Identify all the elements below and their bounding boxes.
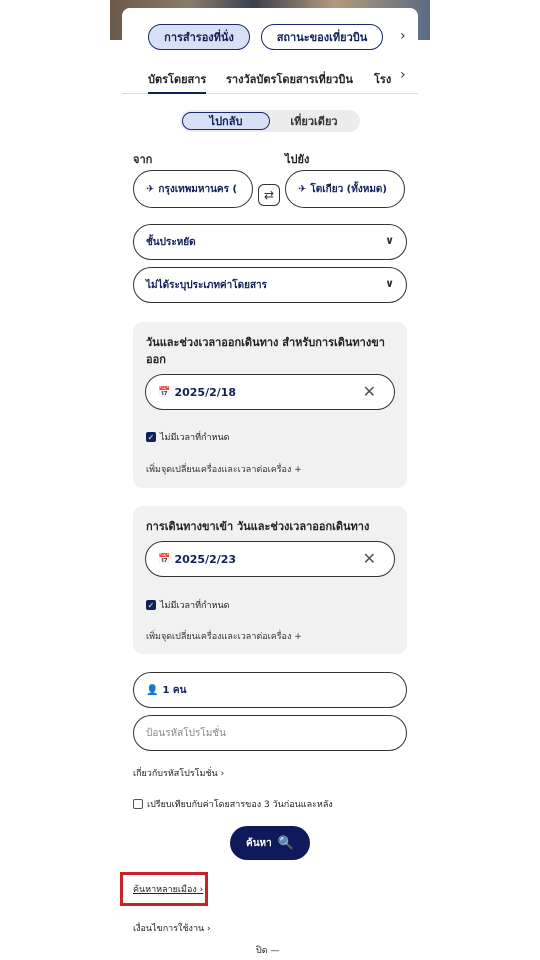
tab-award-fares[interactable]: รางวัลบัตรโดยสารเที่ยวบิน [226, 73, 353, 86]
person-icon: 👤 [146, 684, 159, 696]
chevron-right-icon: › [199, 885, 204, 895]
compare-fares-checkbox[interactable] [133, 797, 333, 811]
outbound-no-time-checkbox[interactable] [146, 430, 229, 444]
inbound-date-field[interactable] [145, 541, 395, 577]
swap-icon[interactable]: ⇄ [258, 184, 280, 206]
round-trip-option[interactable]: ไปกลับ [182, 112, 270, 130]
plus-icon: + [294, 632, 302, 642]
outbound-no-time-label: ไม่มีเวลาที่กำหนด [160, 433, 230, 443]
chevron-right-icon[interactable]: › [400, 67, 406, 83]
search-button[interactable] [230, 826, 310, 860]
cabin-class-value: ชั้นประหยัด [146, 236, 196, 248]
tab-fares[interactable]: บัตรโดยสาร [148, 70, 206, 94]
multi-city-label: ค้นหาหลายเมือง [133, 885, 197, 895]
search-icon: 🔍 [277, 835, 294, 851]
plane-landing-icon: ✈ [298, 183, 307, 195]
cabin-class-select[interactable] [133, 224, 407, 260]
search-label: ค้นหา [246, 837, 272, 849]
outbound-title: วันและช่วงเวลาออกเดินทาง สำหรับการเดินทางขาออก [146, 336, 385, 366]
to-field[interactable] [285, 170, 405, 208]
clear-icon[interactable]: ✕ [362, 549, 376, 568]
terms-link[interactable] [133, 921, 211, 935]
calendar-icon: 📅 [158, 386, 171, 398]
outbound-date-field[interactable] [145, 374, 395, 410]
outbound-add-stop-link[interactable] [146, 462, 302, 476]
passenger-type-value: ไม่ได้ระบุประเภทค่าโดยสาร [146, 279, 268, 291]
outbound-card [133, 322, 407, 488]
plus-icon: + [294, 465, 302, 475]
to-label: ไปยัง [285, 153, 310, 166]
inbound-card [133, 506, 407, 654]
checkbox-empty-icon [133, 799, 143, 809]
about-promo-label: เกี่ยวกับรหัสโปรโมชั่น [133, 769, 218, 779]
inbound-no-time-label: ไม่มีเวลาที่กำหนด [160, 601, 230, 611]
passenger-type-select[interactable] [133, 267, 407, 303]
terms-label: เงื่อนไขการใช้งาน [133, 924, 205, 934]
calendar-icon: 📅 [158, 553, 171, 565]
chevron-right-icon[interactable]: › [400, 28, 406, 44]
promo-placeholder: ป้อนรหัสโปรโมชั่น [146, 727, 226, 739]
chevron-right-icon: › [220, 769, 225, 779]
multi-city-link[interactable] [133, 882, 203, 896]
from-label: จาก [133, 153, 153, 166]
tab-reservation[interactable]: การสำรองที่นั่ง [148, 24, 250, 50]
inbound-title: การเดินทางขาเข้า วันและช่วงเวลาออกเดินทาง [146, 520, 370, 533]
close-link[interactable] [256, 943, 279, 957]
passengers-value: 1 คน [162, 684, 187, 696]
minus-icon: — [270, 946, 280, 956]
checkbox-checked-icon: ✓ [147, 600, 155, 610]
tab-flight-status[interactable]: สถานะของเที่ยวบิน [261, 24, 383, 50]
chevron-down-icon: ∨ [385, 234, 394, 247]
passengers-field[interactable] [133, 672, 407, 708]
outbound-add-stop-label: เพิ่มจุดเปลี่ยนเครื่องและเวลาต่อเครื่อง [146, 465, 292, 475]
about-promo-link[interactable] [133, 766, 224, 780]
chevron-right-icon: › [207, 924, 211, 934]
promo-code-input[interactable] [133, 715, 407, 751]
outbound-date-value: 2025/2/18 [174, 385, 237, 399]
inbound-add-stop-label: เพิ่มจุดเปลี่ยนเครื่องและเวลาต่อเครื่อง [146, 632, 292, 642]
inbound-no-time-checkbox[interactable] [146, 598, 229, 612]
compare-fares-label: เปรียบเทียบกับค่าโดยสารของ 3 วันก่อนและหลัง [147, 800, 333, 810]
from-field[interactable] [133, 170, 253, 208]
clear-icon[interactable]: ✕ [362, 382, 376, 401]
checkbox-checked-icon: ✓ [147, 432, 155, 442]
from-value: กรุงเทพมหานคร ( [158, 183, 238, 195]
plane-takeoff-icon: ✈ [146, 183, 155, 195]
one-way-option[interactable]: เที่ยวเดียว [290, 115, 338, 128]
booking-panel [122, 8, 418, 960]
inbound-add-stop-link[interactable] [146, 629, 302, 643]
to-value: โตเกียว (ทั้งหมด) [310, 183, 387, 195]
chevron-down-icon: ∨ [385, 277, 394, 290]
trip-type-toggle [180, 110, 360, 132]
booking-tabs [122, 64, 418, 94]
tab-hotel[interactable]: โรง [374, 73, 392, 86]
inbound-date-value: 2025/2/23 [174, 552, 237, 566]
close-label: ปิด [256, 946, 268, 956]
